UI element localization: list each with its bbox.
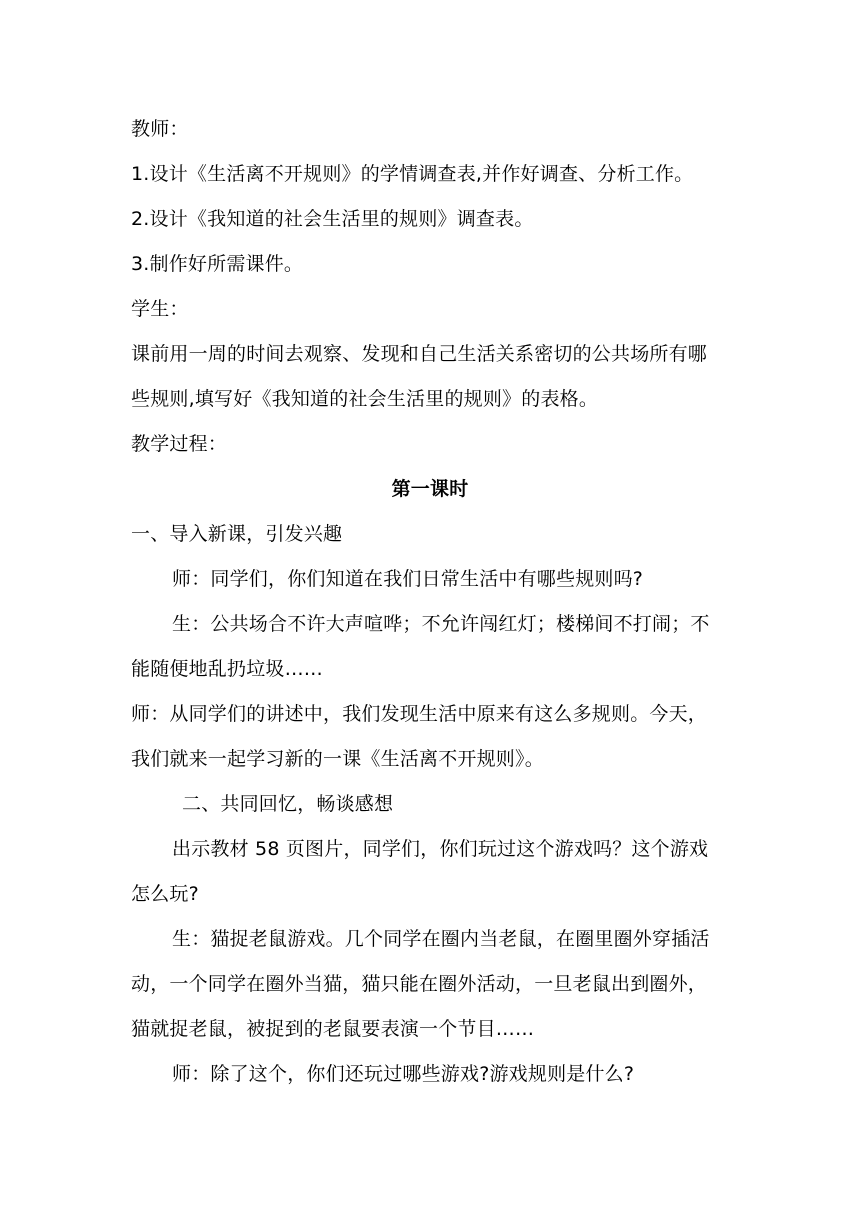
paragraph-line: 出示教材 58 页图片，同学们，你们玩过这个游戏吗？这个游戏 xyxy=(172,838,709,860)
dialogue-line-continued: 能随便地乱扔垃圾…… xyxy=(131,658,324,680)
paragraph-line-continued: 怎么玩? xyxy=(131,883,199,905)
dialogue-line: 生：公共场合不许大声喧哗；不允许闯红灯；楼梯间不打闹；不 xyxy=(172,613,710,635)
student-heading: 学生： xyxy=(131,298,189,320)
teacher-heading: 教师： xyxy=(131,118,189,140)
dialogue-line-continued: 我们就来一起学习新的一课《生活离不开规则》。 xyxy=(131,748,544,770)
section-2-heading: 二、共同回忆，畅谈感想 xyxy=(182,793,394,815)
teacher-item-3: 3.制作好所需课件。 xyxy=(131,253,304,275)
dialogue-line-continued: 猫就捉老鼠，被捉到的老鼠要表演一个节目…… xyxy=(131,1018,535,1040)
teacher-item-2: 2.设计《我知道的社会生活里的规则》调查表。 xyxy=(131,208,534,230)
section-1-heading: 一、导入新课，引发兴趣 xyxy=(131,523,343,545)
student-paragraph-line-1: 课前用一周的时间去观察、发现和自己生活关系密切的公共场所有哪 xyxy=(131,343,708,365)
teacher-item-1: 1.设计《生活离不开规则》的学情调查表,并作好调查、分析工作。 xyxy=(131,163,694,185)
dialogue-line-continued: 动，一个同学在圈外当猫，猫只能在圈外活动，一旦老鼠出到圈外， xyxy=(131,973,708,995)
dialogue-line: 生：猫捉老鼠游戏。几个同学在圈内当老鼠，在圈里圈外穿插活 xyxy=(172,928,710,950)
student-paragraph-line-2: 些规则,填写好《我知道的社会生活里的规则》的表格。 xyxy=(131,388,599,410)
dialogue-line: 师：同学们，你们知道在我们日常生活中有哪些规则吗? xyxy=(172,568,644,590)
dialogue-line: 师：除了这个，你们还玩过哪些游戏?游戏规则是什么? xyxy=(172,1063,635,1085)
lesson-title: 第一课时 xyxy=(391,478,469,500)
dialogue-line: 师：从同学们的讲述中，我们发现生活中原来有这么多规则。今天， xyxy=(131,703,708,725)
process-heading: 教学过程： xyxy=(131,433,228,455)
